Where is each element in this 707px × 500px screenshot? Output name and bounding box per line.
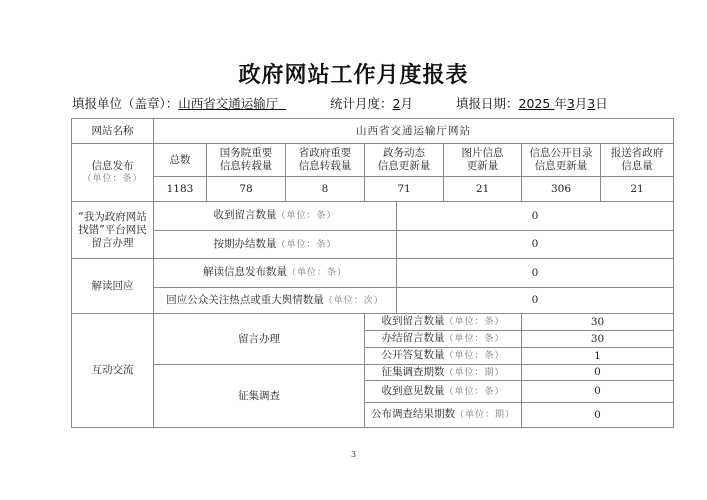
info-value-disclosure: 306 [522, 177, 601, 202]
metric-label: 征集调查期数（单位：期） [365, 365, 522, 381]
info-publish-values-row [72, 177, 674, 202]
page-number: 3 [350, 450, 357, 459]
filing-unit-label: 填报单位（盖章）： [72, 96, 179, 111]
metric-label: 收到留言数量（单位：条） [154, 202, 397, 231]
metric-label: 办结留言数量（单位：条） [365, 331, 522, 348]
metric-value: 0 [397, 202, 674, 231]
metric-label: 按期办结数量（单位：条） [154, 231, 397, 259]
info-value-total: 1183 [154, 177, 207, 202]
site-name-row [72, 119, 674, 144]
info-col-header: 国务院重要 信息转载量 [207, 144, 286, 177]
report-title: 政府网站工作月度报表 [238, 62, 469, 88]
info-publish-header-row [72, 144, 674, 177]
filing-date-day: 3 [587, 96, 596, 111]
metric-value: 0 [397, 259, 674, 288]
metric-value: 30 [522, 314, 674, 331]
metric-value: 0 [522, 381, 674, 403]
metric-value: 0 [397, 288, 674, 314]
interaction-row [72, 365, 674, 381]
metric-label: 收到留言数量（单位：条） [365, 314, 522, 331]
stat-period-label: 统计月度： [330, 96, 393, 111]
info-value-images: 21 [444, 177, 522, 202]
info-col-header: 报送省政府 信息量 [601, 144, 674, 177]
stat-period [330, 94, 413, 112]
metric-label: 回应公众关注热点或重大舆情数量（单位：次） [154, 288, 397, 314]
metric-label: 收到意见数量（单位：条） [365, 381, 522, 403]
filing-unit [72, 94, 286, 112]
metric-value: 0 [397, 231, 674, 259]
interpretation-row [72, 288, 674, 314]
metric-value: 1 [522, 348, 674, 365]
filing-unit-value: 山西省交通运输厅 [178, 96, 279, 111]
metric-label: 解读信息发布数量（单位：条） [154, 259, 397, 288]
interaction-row [72, 314, 674, 331]
info-publish-label: 信息发布 （单位：条） [72, 144, 154, 202]
filing-date-month: 3 [566, 96, 575, 111]
interaction-label: 互动交流 [72, 314, 154, 428]
metric-value: 0 [522, 403, 674, 428]
metric-label: 公开答复数量（单位：条） [365, 348, 522, 365]
interpretation-row [72, 259, 674, 288]
info-col-header: 图片信息 更新量 [444, 144, 522, 177]
info-value-submitted: 21 [601, 177, 674, 202]
filing-date-year: 2025 [518, 96, 551, 111]
filing-date: 填报日期：2025 年3月3日 [456, 96, 608, 111]
info-value-state-council: 78 [207, 177, 286, 202]
stat-period-suffix: 月 [400, 96, 413, 111]
metric-value: 0 [522, 365, 674, 381]
metric-value: 30 [522, 331, 674, 348]
site-name-value: 山西省交通运输厅网站 [154, 119, 674, 144]
info-value-provincial: 8 [286, 177, 365, 202]
interpretation-label: 解读回应 [72, 259, 154, 314]
info-col-header: 省政府重要 信息转载量 [286, 144, 365, 177]
error-report-row [72, 231, 674, 259]
site-name-label: 网站名称 [72, 119, 154, 144]
monthly-report-table [71, 118, 674, 428]
info-col-header: 政务动态 信息更新量 [365, 144, 444, 177]
metric-label: 公布调查结果期数（单位：期） [365, 403, 522, 428]
info-value-gov-affairs: 71 [365, 177, 444, 202]
interaction-group-label: 征集调查 [154, 365, 365, 428]
stat-period-value: 2 [392, 96, 401, 111]
error-report-label: “我为政府网站 找错”平台网民 留言办理 [72, 202, 154, 259]
filing-date-label: 填报日期： [456, 96, 519, 111]
error-report-row [72, 202, 674, 231]
info-col-header: 总数 [154, 144, 207, 177]
info-col-header: 信息公开目录 信息更新量 [522, 144, 601, 177]
info-publish-unit: （单位：条） [82, 173, 143, 184]
interaction-group-label: 留言办理 [154, 314, 365, 365]
